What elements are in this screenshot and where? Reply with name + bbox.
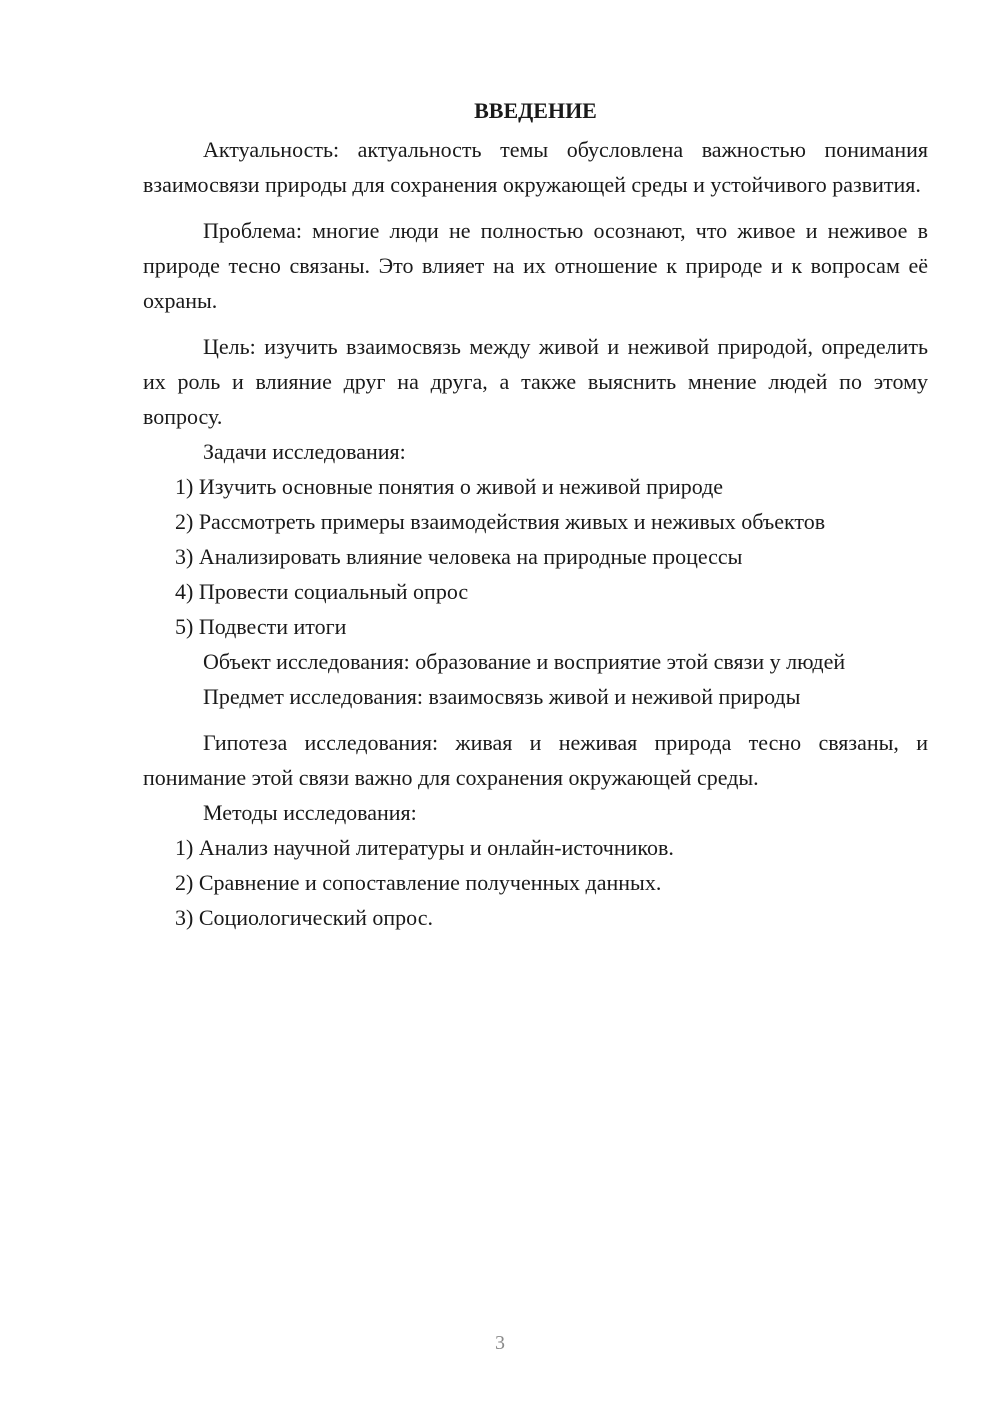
task-item: 2) Рассмотреть примеры взаимодействия живых и неживых объектов [175, 509, 826, 534]
task-item: 1) Изучить основные понятия о живой и неживой природе [175, 474, 724, 499]
method-item: 1) Анализ научной литературы и онлайн-источников. [175, 835, 674, 860]
task-item: 5) Подвести итоги [175, 614, 347, 639]
hypothesis-paragraph: Гипотеза исследования: живая и неживая природа тесно связаны, и понимание этой связи важно для сохранения окружающей среды. [143, 730, 928, 790]
goal-paragraph: Цель: изучить взаимосвязь между живой и неживой природой, определить их роль и влияние друг на друга, а также выяснить мнение людей по этому вопросу. [143, 334, 928, 429]
page-content [143, 93, 928, 935]
task-item: 3) Анализировать влияние человека на природные процессы [175, 544, 743, 569]
task-item: 4) Провести социальный опрос [175, 579, 469, 604]
method-item: 3) Социологический опрос. [175, 905, 433, 930]
tasks-heading: Задачи исследования: [203, 439, 406, 464]
page-number: 3 [495, 1332, 505, 1354]
problem-paragraph: Проблема: многие люди не полностью осознают, что живое и неживое в природе тесно связаны. Это влияет на их отношение к природе и к вопросам её охраны. [143, 218, 928, 313]
section-title: ВВЕДЕНИЕ [474, 98, 597, 123]
object-line: Объект исследования: образование и восприятие этой связи у людей [203, 649, 846, 674]
relevance-paragraph: Актуальность: актуальность темы обусловлена важностью понимания взаимосвязи природы для сохранения окружающей среды и устойчивого развития. [143, 137, 928, 197]
subject-line: Предмет исследования: взаимосвязь живой и неживой природы [203, 684, 801, 709]
methods-heading: Методы исследования: [203, 800, 417, 825]
method-item: 2) Сравнение и сопоставление полученных данных. [175, 870, 662, 895]
